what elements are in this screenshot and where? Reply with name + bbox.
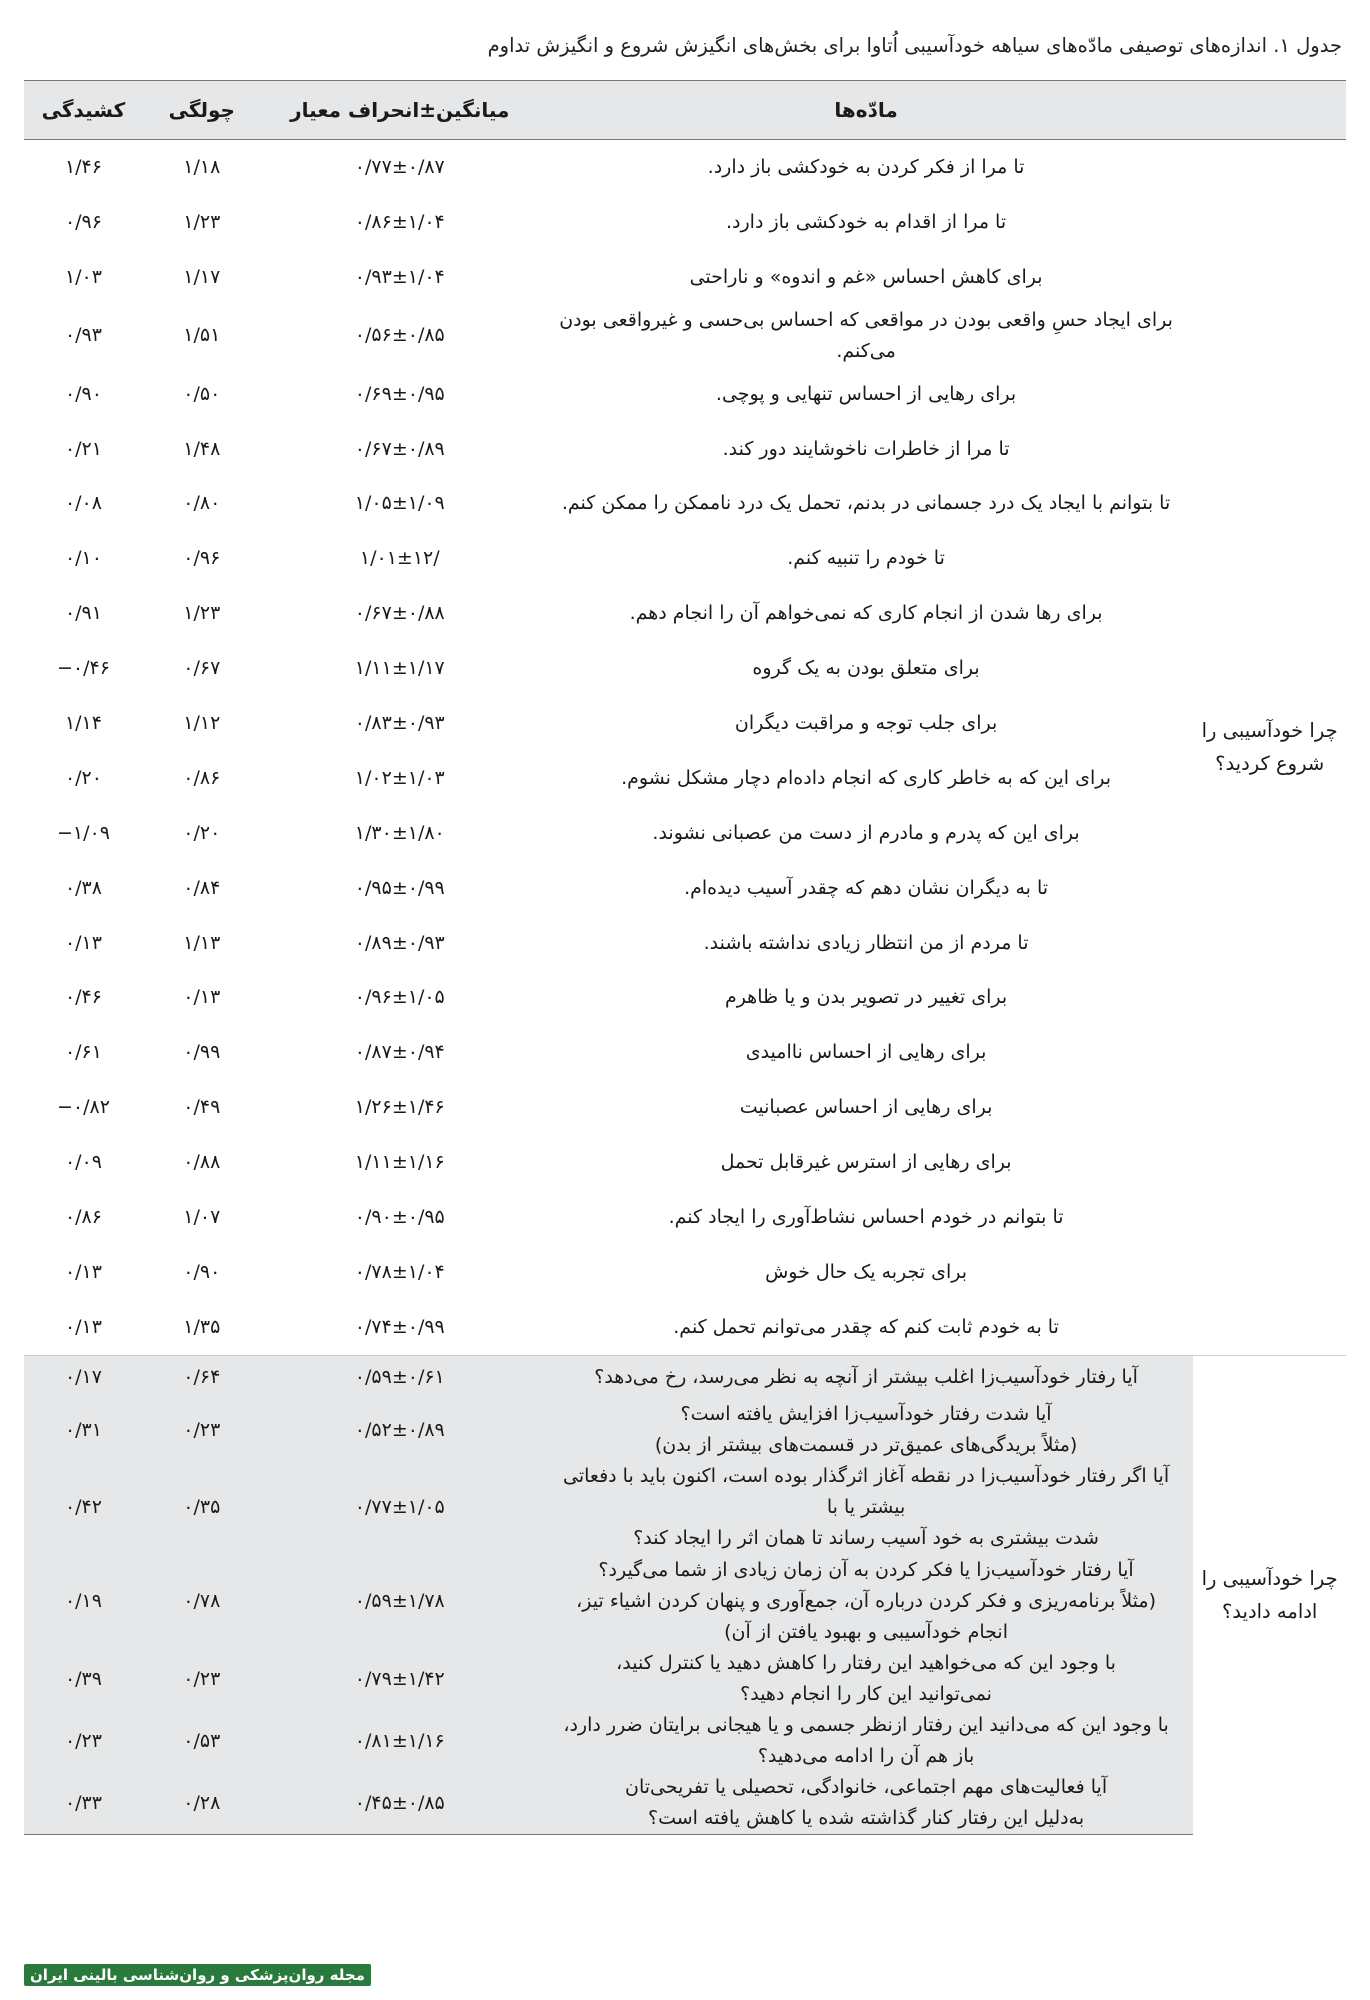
kurtosis-cell [24, 140, 143, 195]
skewness-cell [143, 305, 261, 367]
table-row [24, 1710, 1346, 1772]
kurtosis-value: ۰/۱۹ [64, 1589, 102, 1612]
item-cell: برای جلب توجه و مراقبت دیگران [734, 711, 998, 734]
kurtosis-cell [24, 641, 143, 696]
item-cell: برای این که پدرم و مادرم از دست من عصبانی نشوند. [652, 821, 1080, 844]
table-row [24, 751, 1346, 806]
item-cell: آیا فعالیت‌های مهم اجتماعی، خانوادگی، تحصیلی یا تفریحی‌تان به‌دلیل این رفتار کنار گذاشته شده یا کاهش یافته است؟ [539, 1772, 1193, 1835]
mean-sd-value: ۰/۵۶±۰/۸۵ [354, 324, 445, 347]
skewness-cell [143, 195, 261, 250]
mean-sd-value: ۱/۰۵±۱/۰۹ [354, 492, 445, 515]
item-cell: برای ایجاد حسِ واقعی بودن در مواقعی که احساس بی‌حسی و غیرواقعی بودن می‌کنم. [559, 308, 1173, 362]
skewness-value: ۰/۹۰ [183, 1260, 221, 1283]
skewness-value: ۱/۴۸ [183, 437, 221, 460]
kurtosis-cell [24, 1772, 143, 1835]
skewness-cell [143, 1648, 261, 1710]
mean-sd-cell [261, 1025, 539, 1080]
mean-sd-value: ۰/۵۹±۱/۷۸ [354, 1589, 445, 1612]
mean-sd-value: ۰/۷۸±۱/۰۴ [354, 1260, 445, 1283]
kurtosis-value: ۰/۱۳ [64, 1260, 102, 1283]
kurtosis-value: ۰/۹۶ [64, 210, 102, 233]
item-cell: تا مرا از اقدام به خودکشی باز دارد. [726, 210, 1007, 233]
mean-sd-cell [261, 1461, 539, 1554]
skewness-cell [143, 1554, 261, 1648]
header-skewness: چولگی [143, 81, 261, 140]
mean-sd-cell [261, 422, 539, 477]
mean-sd-cell [261, 1648, 539, 1710]
kurtosis-value: ۰/۹۱ [64, 602, 102, 625]
mean-sd-value: ۰/۷۷±۱/۰۵ [354, 1496, 445, 1519]
mean-sd-cell [261, 195, 539, 250]
item-cell: آیا شدت رفتار خودآسیب‌زا افزایش یافته است؟ (مثلاً بریدگی‌های عمیق‌تر در قسمت‌های بیشتر از بدن) [539, 1399, 1193, 1461]
skewness-cell [143, 476, 261, 531]
skewness-value: ۰/۸۴ [183, 876, 221, 899]
skewness-cell [143, 531, 261, 586]
skewness-cell [143, 861, 261, 916]
skewness-value: ۰/۳۵ [183, 1496, 221, 1519]
item-cell: تا مردم از من انتظار زیادی نداشته باشند. [703, 931, 1029, 954]
table-row [24, 422, 1346, 477]
kurtosis-value: ۰/۱۳ [64, 1315, 102, 1338]
item-cell: تا بتوانم در خودم احساس نشاط‌آوری را ایجاد کنم. [668, 1205, 1064, 1228]
table-row [24, 195, 1346, 250]
kurtosis-cell [24, 305, 143, 367]
table-row [24, 916, 1346, 971]
kurtosis-value: ۰/۴۲ [64, 1496, 102, 1519]
skewness-value: ۰/۲۸ [183, 1791, 221, 1814]
kurtosis-cell [24, 367, 143, 422]
kurtosis-cell [24, 1648, 143, 1710]
skewness-cell [143, 1710, 261, 1772]
kurtosis-value: ۰/۶۱ [64, 1041, 102, 1064]
kurtosis-cell [24, 250, 143, 305]
item-cell: تا خودم را تنبیه کنم. [787, 547, 945, 570]
item-cell: تا مرا از فکر کردن به خودکشی باز دارد. [707, 155, 1025, 178]
skewness-cell [143, 1135, 261, 1190]
mean-sd-value: ۱/۳۰±۱/۸۰ [354, 821, 445, 844]
section-group-label: چرا خودآسیبی را شروع کردید؟ [1201, 719, 1338, 776]
mean-sd-cell [261, 1772, 539, 1835]
skewness-value: ۰/۲۳ [183, 1418, 221, 1441]
table-row [24, 367, 1346, 422]
skewness-value: ۰/۵۰ [183, 382, 221, 405]
skewness-value: ۰/۴۹ [183, 1096, 221, 1119]
mean-sd-value: ۰/۶۹±۰/۹۵ [354, 382, 445, 405]
mean-sd-cell [261, 1190, 539, 1245]
mean-sd-value: ۰/۹۶±۱/۰۵ [354, 986, 445, 1009]
kurtosis-cell [24, 751, 143, 806]
skewness-value: ۰/۹۶ [183, 547, 221, 570]
kurtosis-cell [24, 476, 143, 531]
kurtosis-value: ۰/۱۷ [64, 1365, 102, 1388]
kurtosis-cell [24, 1355, 143, 1399]
kurtosis-value: ۰/۳۳ [64, 1791, 102, 1814]
mean-sd-value: ۰/۹۵±۰/۹۹ [354, 876, 445, 899]
table-row [24, 1355, 1346, 1399]
kurtosis-cell [24, 1399, 143, 1461]
table-caption: جدول ۱. اندازه‌های توصیفی مادّه‌های سیاهه خودآسیبی اُتاوا برای بخش‌های انگیزش شروع و انگیزش تداوم [487, 34, 1342, 57]
kurtosis-cell [24, 1710, 143, 1772]
mean-sd-cell [261, 751, 539, 806]
kurtosis-value: ۰/۱۰ [64, 547, 102, 570]
kurtosis-cell [24, 1080, 143, 1135]
mean-sd-value: ۰/۶۷±۰/۸۸ [354, 602, 445, 625]
table-row [24, 476, 1346, 531]
kurtosis-value: ۰/۳۹ [64, 1667, 102, 1690]
kurtosis-cell [24, 1245, 143, 1300]
kurtosis-value: ۰/۰۸ [64, 492, 102, 515]
mean-sd-value: ۰/۴۵±۰/۸۵ [354, 1791, 445, 1814]
skewness-value: ۰/۵۳ [183, 1729, 221, 1752]
item-cell: برای رها شدن از انجام کاری که نمی‌خواهم آن را انجام دهم. [629, 602, 1103, 625]
skewness-cell [143, 1461, 261, 1554]
table-row [24, 641, 1346, 696]
header-group [1193, 81, 1346, 140]
item-cell: برای رهایی از استرس غیرقابل تحمل [720, 1151, 1012, 1174]
skewness-value: ۰/۱۳ [183, 986, 221, 1009]
table-row [24, 1245, 1346, 1300]
kurtosis-cell [24, 422, 143, 477]
descriptive-stats-table [24, 80, 1346, 1835]
mean-sd-cell [261, 806, 539, 861]
table-row [24, 1025, 1346, 1080]
item-cell: تا به خودم ثابت کنم که چقدر می‌توانم تحمل کنم. [673, 1315, 1059, 1338]
kurtosis-value: −۰/۴۶ [56, 657, 110, 680]
mean-sd-value: ۰/۵۹±۰/۶۱ [354, 1365, 445, 1388]
kurtosis-value: ۱/۱۴ [64, 711, 102, 734]
mean-sd-value: ۰/۸۶±۱/۰۴ [354, 210, 445, 233]
skewness-cell [143, 1355, 261, 1399]
skewness-cell [143, 916, 261, 971]
table-row [24, 531, 1346, 586]
journal-logo: مجله روان‌پزشکی و روان‌شناسی بالینی ایران [24, 1964, 371, 1986]
kurtosis-cell [24, 1461, 143, 1554]
kurtosis-cell [24, 861, 143, 916]
table-row [24, 1399, 1346, 1461]
item-cell: برای رهایی از احساس ناامیدی [745, 1041, 987, 1064]
table-header-row [24, 81, 1346, 140]
table-row [24, 970, 1346, 1025]
skewness-cell [143, 641, 261, 696]
skewness-value: ۰/۹۹ [183, 1041, 221, 1064]
skewness-cell [143, 250, 261, 305]
kurtosis-cell [24, 916, 143, 971]
kurtosis-cell [24, 586, 143, 641]
kurtosis-value: ۰/۴۶ [64, 986, 102, 1009]
skewness-cell [143, 696, 261, 751]
item-cell: برای رهایی از احساس تنهایی و پوچی. [715, 382, 1017, 405]
table-row [24, 696, 1346, 751]
header-mean-sd: میانگین±انحراف معیار [261, 81, 539, 140]
item-cell: با وجود این که می‌خواهید این رفتار را کاهش دهید یا کنترل کنید، نمی‌توانید این کار را انجام دهید؟ [539, 1648, 1193, 1710]
table-row [24, 1080, 1346, 1135]
mean-sd-value: ۱/۲۶±۱/۴۶ [354, 1096, 445, 1119]
mean-sd-value: ۰/۵۲±۰/۸۹ [354, 1418, 445, 1441]
kurtosis-cell [24, 1190, 143, 1245]
skewness-value: ۱/۰۷ [183, 1205, 221, 1228]
skewness-value: ۱/۱۳ [183, 931, 221, 954]
mean-sd-value: ۰/۷۴±۰/۹۹ [354, 1315, 445, 1338]
mean-sd-cell [261, 861, 539, 916]
skewness-value: ۰/۶۷ [183, 657, 221, 680]
mean-sd-cell [261, 1245, 539, 1300]
kurtosis-value: ۱/۴۶ [64, 155, 102, 178]
mean-sd-value: ۱/۱۱±۱/۱۷ [354, 657, 445, 680]
kurtosis-cell [24, 531, 143, 586]
mean-sd-cell [261, 140, 539, 195]
kurtosis-value: ۰/۰۹ [64, 1151, 102, 1174]
item-cell: برای تجربه یک حال خوش [765, 1260, 968, 1283]
mean-sd-value: ۰/۹۳±۱/۰۴ [354, 265, 445, 288]
mean-sd-cell [261, 476, 539, 531]
mean-sd-cell [261, 970, 539, 1025]
skewness-cell [143, 140, 261, 195]
table-row [24, 140, 1346, 195]
mean-sd-cell [261, 586, 539, 641]
skewness-cell [143, 806, 261, 861]
mean-sd-cell [261, 916, 539, 971]
skewness-cell [143, 367, 261, 422]
kurtosis-value: ۰/۲۳ [64, 1729, 102, 1752]
skewness-value: ۱/۱۷ [183, 265, 221, 288]
mean-sd-cell [261, 641, 539, 696]
mean-sd-cell [261, 1710, 539, 1772]
skewness-cell [143, 1025, 261, 1080]
table-row [24, 1461, 1346, 1554]
skewness-value: ۱/۵۱ [183, 324, 221, 347]
skewness-value: ۰/۷۸ [183, 1589, 221, 1612]
kurtosis-value: ۰/۹۰ [64, 382, 102, 405]
kurtosis-value: ۰/۹۳ [64, 324, 102, 347]
kurtosis-value: ۰/۳۱ [64, 1418, 102, 1441]
table-row [24, 1135, 1346, 1190]
kurtosis-cell [24, 806, 143, 861]
item-cell: برای تغییر در تصویر بدن و یا ظاهرم [724, 986, 1008, 1009]
mean-sd-value: ۰/۹۰±۰/۹۵ [354, 1205, 445, 1228]
mean-sd-value: ۰/۷۹±۱/۴۲ [354, 1667, 445, 1690]
skewness-cell [143, 586, 261, 641]
item-cell: آیا رفتار خودآسیب‌زا یا فکر کردن به آن زمان زیادی از شما می‌گیرد؟ (مثلاً برنامه‌ریزی و فکر کردن درباره آن، جمع‌آوری و پنهان کردن اشیاء تیز، انجام خودآسیبی و بهبود یافتن از آن) [539, 1554, 1193, 1648]
kurtosis-cell [24, 195, 143, 250]
mean-sd-cell [261, 1300, 539, 1355]
skewness-cell [143, 970, 261, 1025]
skewness-cell [143, 1772, 261, 1835]
skewness-cell [143, 1080, 261, 1135]
skewness-cell [143, 422, 261, 477]
skewness-value: ۱/۲۳ [183, 602, 221, 625]
skewness-value: ۰/۶۴ [183, 1365, 221, 1388]
kurtosis-value: −۰/۸۲ [56, 1096, 110, 1119]
kurtosis-cell [24, 1025, 143, 1080]
mean-sd-cell [261, 250, 539, 305]
skewness-cell [143, 1300, 261, 1355]
item-cell: تا مرا از خاطرات ناخوشایند دور کند. [722, 437, 1010, 460]
mean-sd-cell [261, 696, 539, 751]
table-row [24, 1648, 1346, 1710]
skewness-value: ۰/۸۰ [183, 492, 221, 515]
kurtosis-value: ۰/۳۸ [64, 876, 102, 899]
kurtosis-cell [24, 970, 143, 1025]
table-row [24, 1190, 1346, 1245]
mean-sd-cell [261, 367, 539, 422]
kurtosis-value: −۱/۰۹ [56, 821, 110, 844]
mean-sd-value: ۰/۸۹±۰/۹۳ [354, 931, 445, 954]
mean-sd-value: ۱/۰۱±۱۲/ [359, 547, 440, 570]
mean-sd-value: ۱/۰۲±۱/۰۳ [354, 766, 445, 789]
item-cell: برای این که به خاطر کاری که انجام داده‌ام دچار مشکل نشوم. [621, 766, 1112, 789]
item-cell: آیا اگر رفتار خودآسیب‌زا در نقطه آغاز اثرگذار بوده است، اکنون باید با دفعاتی بیشتر یا با شدت بیشتری به خود آسیب رساند تا همان اثر را ایجاد کند؟ [539, 1461, 1193, 1554]
skewness-value: ۰/۸۸ [183, 1151, 221, 1174]
table-row [24, 250, 1346, 305]
mean-sd-cell [261, 305, 539, 367]
kurtosis-value: ۱/۰۳ [64, 265, 102, 288]
table-row [24, 1772, 1346, 1835]
mean-sd-value: ۰/۷۷±۰/۸۷ [354, 155, 445, 178]
mean-sd-cell [261, 1355, 539, 1399]
skewness-value: ۱/۳۵ [183, 1315, 221, 1338]
mean-sd-value: ۰/۸۳±۰/۹۳ [354, 711, 445, 734]
kurtosis-value: ۰/۲۱ [64, 437, 102, 460]
mean-sd-cell [261, 531, 539, 586]
table-row [24, 305, 1346, 367]
mean-sd-cell [261, 1135, 539, 1190]
item-cell: آیا رفتار خودآسیب‌زا اغلب بیشتر از آنچه به نظر می‌رسد، رخ می‌دهد؟ [539, 1355, 1193, 1399]
table-row [24, 1300, 1346, 1355]
skewness-cell [143, 1399, 261, 1461]
skewness-value: ۰/۲۰ [183, 821, 221, 844]
skewness-cell [143, 751, 261, 806]
mean-sd-value: ۰/۸۷±۰/۹۴ [354, 1041, 445, 1064]
item-cell: برای کاهش احساس «غم و اندوه» و ناراحتی [689, 265, 1043, 288]
skewness-cell [143, 1245, 261, 1300]
header-kurtosis: کشیدگی [24, 81, 143, 140]
table-row [24, 861, 1346, 916]
skewness-value: ۰/۸۶ [183, 766, 221, 789]
skewness-value: ۱/۱۸ [183, 155, 221, 178]
header-items: مادّه‌ها [539, 81, 1193, 140]
table-row [24, 806, 1346, 861]
kurtosis-cell [24, 1554, 143, 1648]
skewness-value: ۰/۲۳ [183, 1667, 221, 1690]
kurtosis-value: ۰/۸۶ [64, 1205, 102, 1228]
mean-sd-cell [261, 1080, 539, 1135]
kurtosis-cell [24, 1300, 143, 1355]
kurtosis-cell [24, 1135, 143, 1190]
table-row [24, 586, 1346, 641]
skewness-value: ۱/۱۲ [183, 711, 221, 734]
mean-sd-cell [261, 1399, 539, 1461]
table-row [24, 1554, 1346, 1648]
skewness-cell [143, 1190, 261, 1245]
mean-sd-value: ۰/۶۷±۰/۸۹ [354, 437, 445, 460]
item-cell: تا بتوانم با ایجاد یک درد جسمانی در بدنم، تحمل یک درد ناممکن را ممکن کنم. [561, 492, 1171, 515]
kurtosis-value: ۰/۱۳ [64, 931, 102, 954]
mean-sd-cell [261, 1554, 539, 1648]
item-cell: برای رهایی از احساس عصبانیت [739, 1096, 993, 1119]
kurtosis-cell [24, 696, 143, 751]
item-cell: برای متعلق بودن به یک گروه [752, 657, 980, 680]
skewness-value: ۱/۲۳ [183, 210, 221, 233]
kurtosis-value: ۰/۲۰ [64, 766, 102, 789]
item-cell: تا به دیگران نشان دهم که چقدر آسیب دیده‌ام. [684, 876, 1049, 899]
item-cell: با وجود این که می‌دانید این رفتار ازنظر جسمی و یا هیجانی برایتان ضرر دارد، باز هم آن را ادامه می‌دهید؟ [539, 1710, 1193, 1772]
mean-sd-value: ۱/۱۱±۱/۱۶ [354, 1151, 445, 1174]
mean-sd-value: ۰/۸۱±۱/۱۶ [354, 1729, 445, 1752]
section-group-label: چرا خودآسیبی را ادامه دادید؟ [1193, 1355, 1346, 1835]
